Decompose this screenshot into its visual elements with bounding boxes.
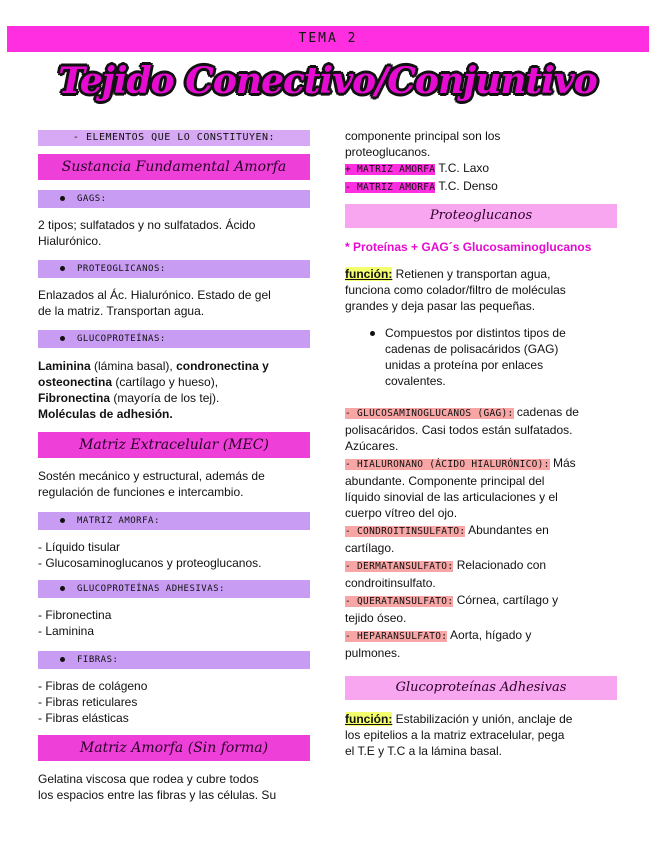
text-line: cuerpo vítreo del ojo. [345, 506, 458, 520]
text-line: los epitelios a la matriz extracelular, pega [345, 728, 565, 742]
text-line: - HEPARANSULFATO: Aorta, hígado y [345, 628, 532, 642]
text-line: Gelatina viscosa que rodea y cubre todos [38, 772, 259, 786]
list-item: - Fibras de colágeno [38, 679, 148, 693]
text-line: - QUERATANSULFATO: Córnea, cartílago y [345, 593, 559, 607]
fibras-label: FIBRAS: [77, 655, 119, 665]
proteo-formula: * Proteínas + GAG´s Glucosaminoglucanos [345, 240, 592, 254]
text-line: + MATRIZ AMORFA T.C. Laxo [345, 161, 490, 175]
bullet-icon [60, 518, 65, 523]
matriz-amorfa-label: MATRIZ AMORFA: [77, 516, 160, 526]
text-line: Compuestos por distintos tipos de [385, 326, 566, 340]
funcion-text [345, 266, 635, 314]
text-line: de la matriz. Transportan agua. [38, 304, 205, 318]
amorfa-text [38, 771, 323, 803]
fibras-list [38, 678, 318, 726]
text-line: funciona como colador/filtro de moléculas [345, 283, 566, 297]
text-line: Azúcares. [345, 439, 399, 453]
highlight-label: + MATRIZ AMORFA [345, 164, 436, 175]
condro-label: - CONDROITINSULFATO: [345, 526, 466, 537]
gags-text [38, 217, 313, 249]
text-line: Fibronectina (mayoría de los tej). [38, 391, 220, 405]
mec-header: Matriz Extracelular (MEC) [38, 432, 310, 458]
text-line: osteonectina (cartílago y hueso), [38, 375, 219, 389]
list-item: - Glucosaminoglucanos y proteoglucanos. [38, 556, 262, 570]
text-line: - MATRIZ AMORFA T.C. Denso [345, 179, 498, 193]
hial-label: - HIALURONANO (ÁCIDO HIALURÓNICO): [345, 459, 550, 470]
text-line: - HIALURONANO (ÁCIDO HIALURÓNICO): Más [345, 456, 576, 470]
bullet-icon [60, 196, 65, 201]
bullet-icon [60, 586, 65, 591]
text-line: Sostén mecánico y estructural, además de [38, 469, 265, 483]
bullet-icon [60, 336, 65, 341]
text-line: Moléculas de adhesión. [38, 407, 173, 421]
text-line: polisacáridos. Casi todos están sulfatados. [345, 423, 573, 437]
text-line: tejido óseo. [345, 611, 407, 625]
gluco-header: Glucoproteínas Adhesivas [345, 676, 617, 700]
gag-label: - GLUCOSAMINOGLUCANOS (GAG): [345, 408, 514, 419]
bullet-icon [60, 266, 65, 271]
amorfa-continued [345, 128, 630, 196]
text-line: componente principal son los [345, 129, 501, 143]
matriz-amorfa-bar [38, 512, 310, 530]
text-line: cadenas de polisacáridos (GAG) [385, 342, 559, 356]
funcion-label: función: [345, 267, 393, 281]
gluco-adhesivas-label: GLUCOPROTEÍNAS ADHESIVAS: [77, 584, 225, 594]
glucoproteinas-bar [38, 330, 310, 348]
gluco-adhesivas-list [38, 607, 318, 639]
text-line: Hialurónico. [38, 234, 102, 248]
gluco-adhesivas-bar [38, 580, 310, 598]
text-line: función: Retienen y transportan agua, [345, 267, 551, 281]
derma-label: - DERMATANSULFATO: [345, 561, 454, 572]
text-line: abundante. Componente principal del [345, 474, 545, 488]
text-line: covalentes. [385, 374, 446, 388]
text-line: proteoglucanos. [345, 145, 431, 159]
gags-label: GAGS: [77, 194, 107, 204]
proteo-header: Proteoglucanos [345, 204, 617, 228]
amorfa-header: Matriz Amorfa (Sin forma) [38, 735, 310, 761]
text-line: 2 tipos; sulfatados y no sulfatados. Ácido [38, 218, 256, 232]
gag-block [345, 404, 640, 661]
mec-text [38, 468, 318, 500]
bullet-icon [60, 657, 65, 662]
proteoglicanos-text [38, 287, 313, 319]
text-line: cartílago. [345, 541, 395, 555]
proteoglicanos-bar [38, 260, 310, 278]
hepa-label: - HEPARANSULFATO: [345, 631, 448, 642]
compuestos-text [385, 325, 625, 389]
text-line: líquido sinovial de las articulaciones y el [345, 490, 558, 504]
topic-bar: TEMA 2 [7, 26, 649, 52]
funcion2-text [345, 711, 640, 759]
text-line: función: Estabilización y unión, anclaje de [345, 712, 573, 726]
glucoproteinas-text [38, 358, 318, 422]
list-item: - Fibras elásticas [38, 711, 129, 725]
text-line: condroitinsulfato. [345, 576, 436, 590]
text-line: - GLUCOSAMINOGLUCANOS (GAG): cadenas de [345, 405, 579, 419]
page-title: Tejido Conectivo/Conjuntivo [58, 60, 597, 102]
proteoglicanos-label: PROTEOGLICANOS: [77, 264, 166, 274]
quera-label: - QUERATANSULFATO: [345, 596, 454, 607]
gags-bar [38, 190, 310, 208]
elements-header: - ELEMENTOS QUE LO CONSTITUYEN: [38, 130, 310, 146]
text-line: pulmones. [345, 646, 401, 660]
text-line: grandes y deja pasar las pequeñas. [345, 299, 536, 313]
list-item: - Líquido tisular [38, 540, 121, 554]
highlight-label: - MATRIZ AMORFA [345, 182, 436, 193]
list-item: - Fibras reticulares [38, 695, 138, 709]
list-item: - Fibronectina [38, 608, 112, 622]
sustancia-header: Sustancia Fundamental Amorfa [38, 154, 310, 180]
text-line: unidas a proteína por enlaces [385, 358, 544, 372]
text-line: los espacios entre las fibras y las células. Su [38, 788, 277, 802]
fibras-bar [38, 651, 310, 669]
funcion-label: función: [345, 712, 393, 726]
text-line: Enlazados al Ác. Hialurónico. Estado de gel [38, 288, 271, 302]
text-line: Laminina (lámina basal), condronectina y [38, 359, 269, 373]
text-line: regulación de funciones e intercambio. [38, 485, 244, 499]
text-line: - CONDROITINSULFATO: Abundantes en [345, 523, 549, 537]
list-item: - Laminina [38, 624, 95, 638]
bullet-icon [370, 331, 375, 336]
matriz-amorfa-list [38, 539, 318, 571]
text-line: el T.E y T.C a la lámina basal. [345, 744, 502, 758]
text-line: - DERMATANSULFATO: Relacionado con [345, 558, 547, 572]
glucoproteinas-label: GLUCOPROTEÍNAS: [77, 334, 166, 344]
